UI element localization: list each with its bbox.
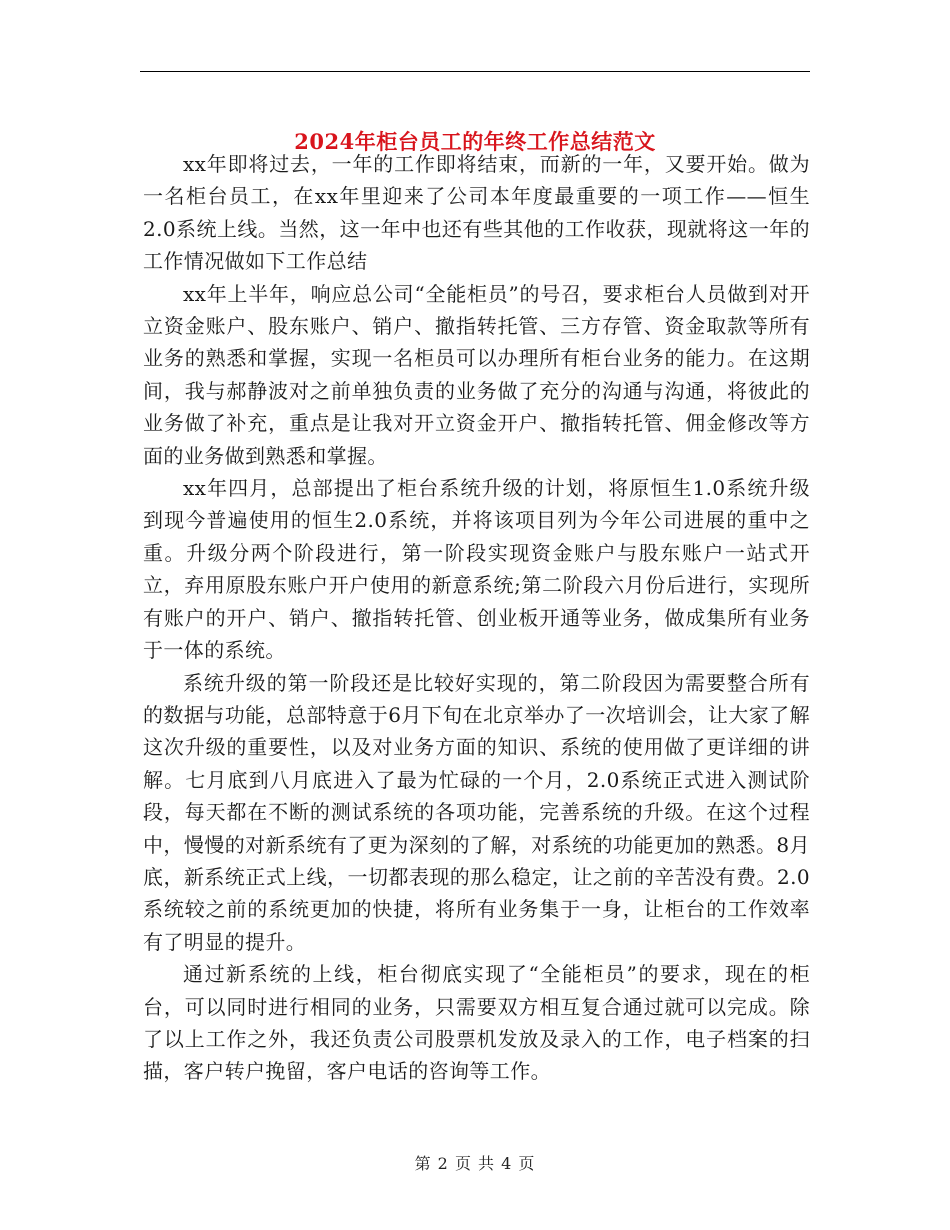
document-title: 2024年柜台员工的年终工作总结范文 [294, 129, 656, 155]
paragraph-4: 系统升级的第一阶段还是比较好实现的，第二阶段因为需要整合所有的数据与功能，总部特意于6月下旬在北京举办了一次培训会，让大家了解这次升级的重要性，以及对业务方面的知识、系统的使用做了更详细的讲解。七月底到八月底进入了最为忙碌的一个月，2.0系统正式进入测试阶段，每天都在不断的测试系统的各项功能，完善系统的升级。在这个过程中，慢慢的对新系统有了更为深刻的了解，对系统的功能更加的熟悉。8月底，新系统正式上线，一切都表现的那么稳定，让之前的辛苦没有费。2.0系统较之前的系统更加的快捷，将所有业务集于一身，让柜台的工作效率有了明显的提升。 [143, 670, 810, 954]
paragraph-1: xx年即将过去，一年的工作即将结束，而新的一年，又要开始。做为一名柜台员工，在xx年里迎来了公司本年度最重要的一项工作——恒生2.0系统上线。当然，这一年中也还有些其他的工作收获，现就将这一年的工作情况做如下工作总结 [143, 152, 810, 274]
page-number: 第 2 页 共 4 页 [414, 1154, 536, 1173]
paragraph-3: xx年四月，总部提出了柜台系统升级的计划，将原恒生1.0系统升级到现今普遍使用的恒生2.0系统，并将该项目列为今年公司进展的重中之重。升级分两个阶段进行，第一阶段实现资金账户与股东账户一站式开立，弃用原股东账户开户使用的新意系统;第二阶段六月份后进行，实现所有账户的开户、销户、撤指转托管、创业板开通等业务，做成集所有业务于一体的系统。 [143, 476, 810, 663]
paragraph-2: xx年上半年，响应总公司“全能柜员”的号召，要求柜台人员做到对开立资金账户、股东账户、销户、撤指转托管、三方存管、资金取款等所有业务的熟悉和掌握，实现一名柜员可以办理所有柜台业务的能力。在这期间，我与郝静波对之前单独负责的业务做了充分的沟通与沟通，将彼此的业务做了补充，重点是让我对开立资金开户、撤指转托管、佣金修改等方面的业务做到熟悉和掌握。 [143, 281, 810, 468]
paragraph-5: 通过新系统的上线，柜台彻底实现了“全能柜员”的要求，现在的柜台，可以同时进行相同的业务，只需要双方相互复合通过就可以完成。除了以上工作之外，我还负责公司股票机发放及录入的工作，电子档案的扫描，客户转户挽留，客户电话的咨询等工作。 [143, 962, 810, 1084]
header-rule [140, 71, 810, 72]
document-body [143, 148, 810, 1088]
